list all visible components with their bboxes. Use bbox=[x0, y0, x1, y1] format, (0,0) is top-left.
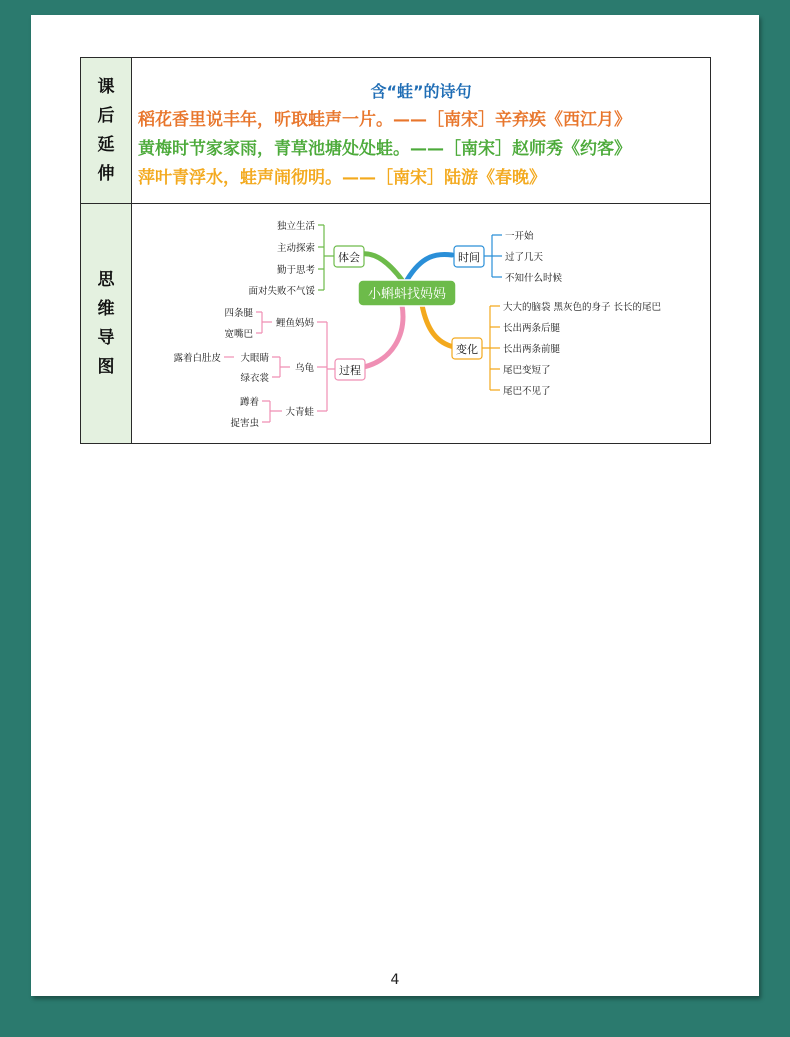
shijian-item: 不知什么时候 bbox=[505, 272, 563, 284]
label-char: 延 bbox=[97, 134, 115, 155]
guocheng-label: 过程 bbox=[339, 363, 361, 377]
qingwa-item: 捉害虫 bbox=[230, 417, 259, 429]
extension-label bbox=[81, 58, 132, 204]
extension-row bbox=[81, 58, 711, 204]
label-char: 导 bbox=[97, 327, 115, 348]
qingwa-label: 大青蛙 bbox=[285, 406, 314, 418]
center-node-label: 小蝌蚪找妈妈 bbox=[367, 286, 447, 302]
tihui-item: 面对失败不气馁 bbox=[248, 285, 315, 297]
poem-section-title: 含“蛙”的诗句 bbox=[370, 81, 472, 101]
bianhua-item: 长出两条前腿 bbox=[503, 343, 561, 355]
label-char: 伸 bbox=[97, 163, 115, 184]
tihui-item: 主动探索 bbox=[276, 242, 315, 254]
label-char: 课 bbox=[97, 76, 115, 97]
shijian-item: 一开始 bbox=[505, 230, 534, 242]
qingwa-item: 蹲着 bbox=[239, 396, 259, 408]
page bbox=[31, 15, 759, 996]
label-char: 后 bbox=[97, 105, 115, 126]
shijian-label: 时间 bbox=[458, 250, 480, 264]
extension-content bbox=[132, 58, 711, 204]
wugui-item: 绿衣裳 bbox=[240, 372, 269, 384]
poem-line-2: 黄梅时节家家雨，青草池塘处处蛙。——［南宋］赵师秀《约客》 bbox=[138, 138, 631, 159]
mindmap-cell bbox=[132, 204, 711, 444]
label-char: 图 bbox=[97, 356, 115, 377]
bianhua-item: 尾巴不见了 bbox=[503, 385, 551, 397]
poem-line-1: 稻花香里说丰年，听取蛙声一片。——［南宋］辛弃疾《西江月》 bbox=[138, 109, 631, 130]
shijian-item: 过了几天 bbox=[505, 251, 544, 263]
mindmap-label bbox=[81, 204, 132, 444]
tihui-label: 体会 bbox=[338, 250, 360, 264]
page-number: 4 bbox=[390, 972, 400, 988]
wugui-extra: 露着白肚皮 bbox=[173, 352, 221, 364]
tihui-item: 勤于思考 bbox=[276, 264, 315, 276]
tihui-item: 独立生活 bbox=[276, 220, 315, 232]
mindmap-row bbox=[81, 204, 711, 444]
bianhua-item: 长出两条后腿 bbox=[503, 322, 561, 334]
liyu-label: 鲤鱼妈妈 bbox=[275, 317, 314, 329]
label-char: 维 bbox=[97, 298, 115, 319]
wugui-item: 大眼睛 bbox=[240, 352, 269, 364]
liyu-item: 宽嘴巴 bbox=[224, 328, 253, 340]
wugui-label: 乌龟 bbox=[294, 362, 314, 374]
liyu-item: 四条腿 bbox=[224, 307, 253, 319]
poem-line-3: 萍叶青浮水，蛙声闹彻明。——［南宋］陆游《春晚》 bbox=[138, 167, 546, 188]
label-char: 思 bbox=[97, 269, 115, 290]
bianhua-item: 大大的脑袋 黑灰色的身子 长长的尾巴 bbox=[503, 301, 662, 313]
bianhua-label: 变化 bbox=[456, 342, 478, 356]
content-table bbox=[80, 57, 711, 444]
bianhua-item: 尾巴变短了 bbox=[503, 364, 551, 376]
mind-map bbox=[132, 205, 710, 443]
